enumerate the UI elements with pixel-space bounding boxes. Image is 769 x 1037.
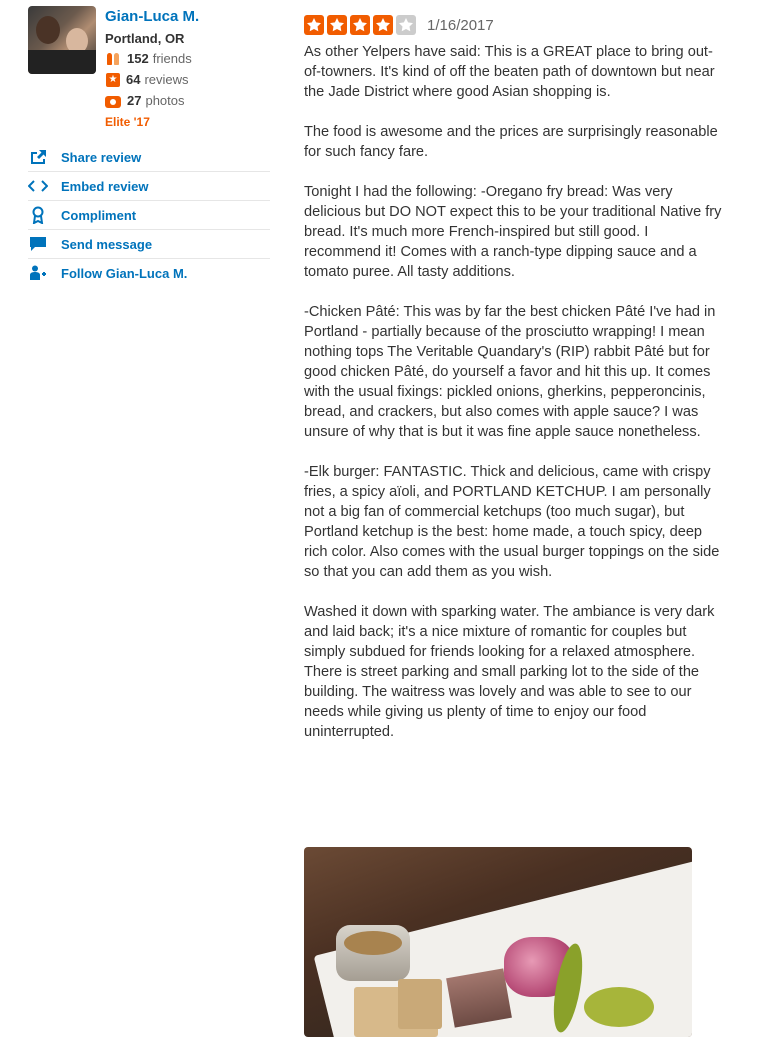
review-text [304, 42, 724, 742]
review-actions [28, 143, 270, 287]
avatar[interactable] [28, 6, 96, 74]
friends-count: 152 [127, 51, 149, 66]
photo-crackers [354, 987, 438, 1037]
user-location: Portland, OR [105, 31, 185, 46]
photo-sauce [344, 931, 402, 955]
compliment-icon [28, 206, 48, 224]
avatar-person-left [36, 16, 60, 44]
reviews-stat [105, 70, 199, 90]
star-3 [350, 15, 370, 35]
review-content [304, 14, 724, 762]
embed-review-link[interactable] [28, 172, 270, 201]
avatar-shirt [28, 50, 96, 74]
star-rating [304, 15, 419, 35]
follow-user-label: Follow Gian-Luca M. [61, 265, 188, 281]
photos-count: 27 [127, 93, 142, 108]
review-paragraph: -Elk burger: FANTASTIC. Thick and delicious, came with crispy fries, a spicy aïoli, and PORTLAND KETCHUP. I am personally not a big fan of commercial ketchups (too much sugar), but Portland ketchup is the best: home made, a touch spicy, deep rich color. Also comes with the usual burger toppings on the side so that you can add them as you wish. [304, 464, 720, 580]
photo-apple-sauce-jar [336, 925, 410, 981]
compliment-link[interactable] [28, 201, 270, 230]
review-paragraph: The food is awesome and the prices are surprisingly reasonable for such fancy fare. [304, 124, 718, 160]
embed-icon [28, 177, 48, 195]
review-paragraph: As other Yelpers have said: This is a GREAT place to bring out-of-towners. It's kind of off the beaten path of downtown but near the Jade District where good Asian shopping is. [304, 44, 715, 100]
star-1 [304, 15, 324, 35]
friends-icon [105, 52, 121, 66]
photos-stat [105, 91, 199, 111]
compliment-label: Compliment [61, 207, 137, 223]
photo-pepperoncini-2 [584, 987, 654, 1027]
reviews-count: 64 [126, 72, 141, 87]
review-paragraph: Washed it down with sparking water. The ambiance is very dark and laid back; it's a nice mixture of romantic for couples but simply subdued for friends looking for a relaxed atmosphere. There is street parking and small parking lot to the side of the building. The waitress was lovely and was able to see to our needs while giving us plenty of time to enjoy our food uninterrupted. [304, 604, 715, 740]
star-5 [396, 15, 416, 35]
user-sidebar [28, 6, 270, 281]
user-info [105, 6, 199, 131]
review-paragraph: -Chicken Pâté: This was by far the best chicken Pâté I've had in Portland - partially because of the prosciutto wrapping! I mean nothing tops The Veritable Quandary's (RIP) rabbit Pâté but for good chicken Pâté, do yourself a favor and hit this up. It comes with the usual fixings: pickled onions, gherkins, pepperoncinis, bread, and crackers, but also comes with apple sauce? I was unsure of why that is but it was fine apple sauce nonetheless. [304, 304, 716, 440]
rating-row [304, 14, 724, 36]
share-review-link[interactable] [28, 143, 270, 172]
photo-pate [446, 968, 512, 1027]
user-name-link[interactable]: Gian-Luca M. [105, 8, 200, 25]
review-date: 1/16/2017 [427, 16, 494, 34]
camera-icon [105, 96, 121, 108]
embed-review-label: Embed review [61, 178, 149, 194]
share-review-label: Share review [61, 149, 142, 165]
follow-icon [28, 264, 48, 282]
friends-stat [105, 49, 199, 69]
review-star-icon: ★ [106, 73, 120, 87]
photos-label: photos [145, 93, 185, 108]
send-message-label: Send message [61, 236, 153, 252]
review-photo[interactable] [304, 847, 692, 1037]
star-2 [327, 15, 347, 35]
send-message-link[interactable] [28, 230, 270, 259]
follow-user-link[interactable] [28, 259, 270, 287]
user-passport [28, 6, 270, 136]
friends-label: friends [152, 51, 192, 66]
share-icon [28, 148, 48, 166]
review-paragraph: Tonight I had the following: -Oregano fry bread: Was very delicious but DO NOT expect this to be your traditional Native fry bread. It's much more French-inspired but still good. I recommend it! Comes with a ranch-type dipping sauce and a tomato puree. All tasty additions. [304, 184, 722, 280]
reviews-label: reviews [144, 72, 189, 87]
elite-badge[interactable]: Elite '17 [105, 115, 150, 129]
message-icon [28, 235, 48, 253]
star-4 [373, 15, 393, 35]
